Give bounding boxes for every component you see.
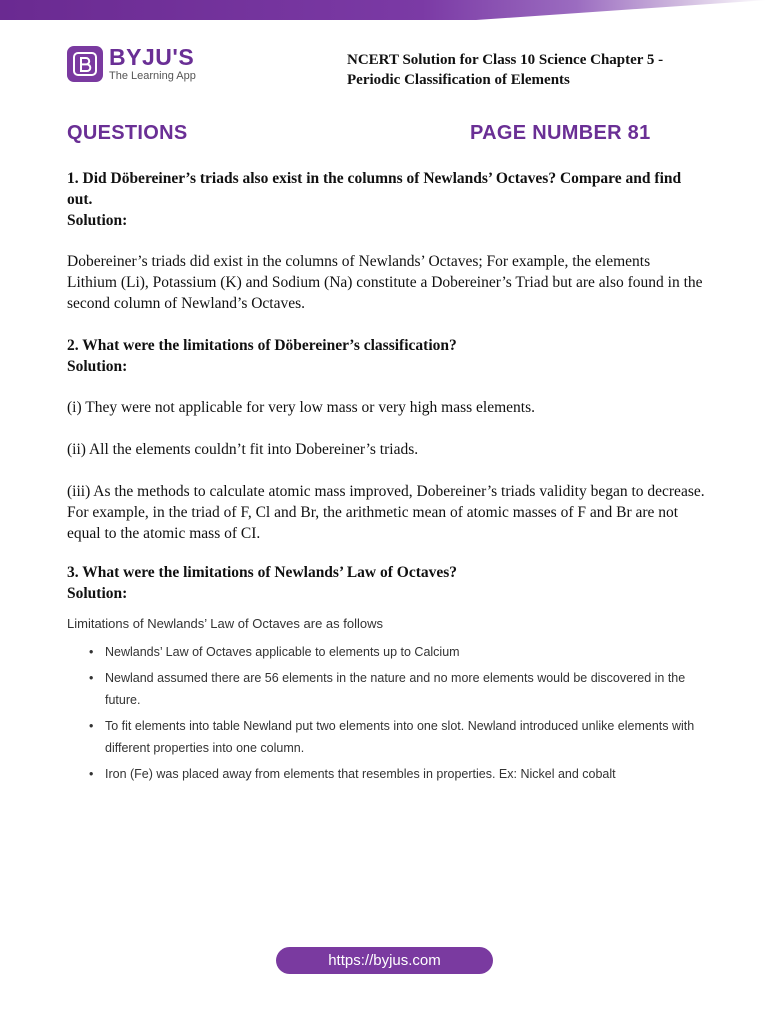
question-1: 1. Did Döbereiner’s triads also exist in the columns of Newlands’ Octaves? Compare and find out.	[67, 170, 682, 208]
document-title-line1: NCERT Solution for Class 10 Science Chapter 5 -	[347, 52, 664, 68]
question-2: 2. What were the limitations of Döbereiner’s classification?	[67, 337, 457, 354]
byjus-logo	[67, 46, 196, 82]
solution-label-1: Solution:	[67, 212, 128, 229]
footer-url-link[interactable]	[276, 947, 493, 974]
limitations-list	[67, 641, 707, 785]
questions-heading: QUESTIONS	[67, 122, 188, 144]
answer-1-line2: Lithium (Li), Potassium (K) and Sodium (Na) constitute a Dobereiner’s Triad but are also found in the second column of Newland’s Octaves.	[67, 274, 703, 312]
list-item: • Newlands’ Law of Octaves applicable to elements up to Calcium	[87, 641, 707, 663]
list-item: • Newland assumed there are 56 elements in the nature and no more elements would be discovered in the future.	[87, 667, 707, 711]
logo-tagline: The Learning App	[109, 70, 196, 82]
top-decorative-band	[0, 0, 768, 20]
page-number-heading: PAGE NUMBER 81	[470, 122, 651, 144]
list-item: • To fit elements into table Newland put two elements into one slot. Newland introduced unlike elements with different properties into one column.	[87, 715, 707, 759]
answer-3-intro: Limitations of Newlands’ Law of Octaves are as follows	[67, 616, 383, 631]
question-3: 3. What were the limitations of Newlands’ Law of Octaves?	[67, 564, 458, 581]
logo-brand-name: BYJU'S	[109, 44, 195, 70]
footer-url-text: https://byjus.com	[328, 952, 441, 969]
list-item: • Iron (Fe) was placed away from elements that resembles in properties. Ex: Nickel and cobalt	[87, 763, 707, 785]
answer-1-line1: Dobereiner’s triads did exist in the columns of Newlands’ Octaves; For example, the elements	[67, 253, 651, 270]
answer-2-item-3: (iii) As the methods to calculate atomic mass improved, Dobereiner’s triads validity began to decrease. For example, in the triad of F, Cl and Br, the arithmetic mean of atomic masses of F and Br are not equal to the atomic mass of CI.	[67, 483, 705, 542]
solution-label-2: Solution:	[67, 358, 128, 375]
byjus-b-icon	[67, 46, 103, 82]
answer-2-item-2: (ii) All the elements couldn’t fit into Dobereiner’s triads.	[67, 441, 419, 458]
solution-label-3: Solution:	[67, 585, 128, 602]
document-title-line2: Periodic Classification of Elements	[347, 72, 570, 88]
answer-2-item-1: (i) They were not applicable for very low mass or very high mass elements.	[67, 399, 536, 416]
document-body	[67, 168, 707, 785]
document-title	[347, 50, 737, 90]
